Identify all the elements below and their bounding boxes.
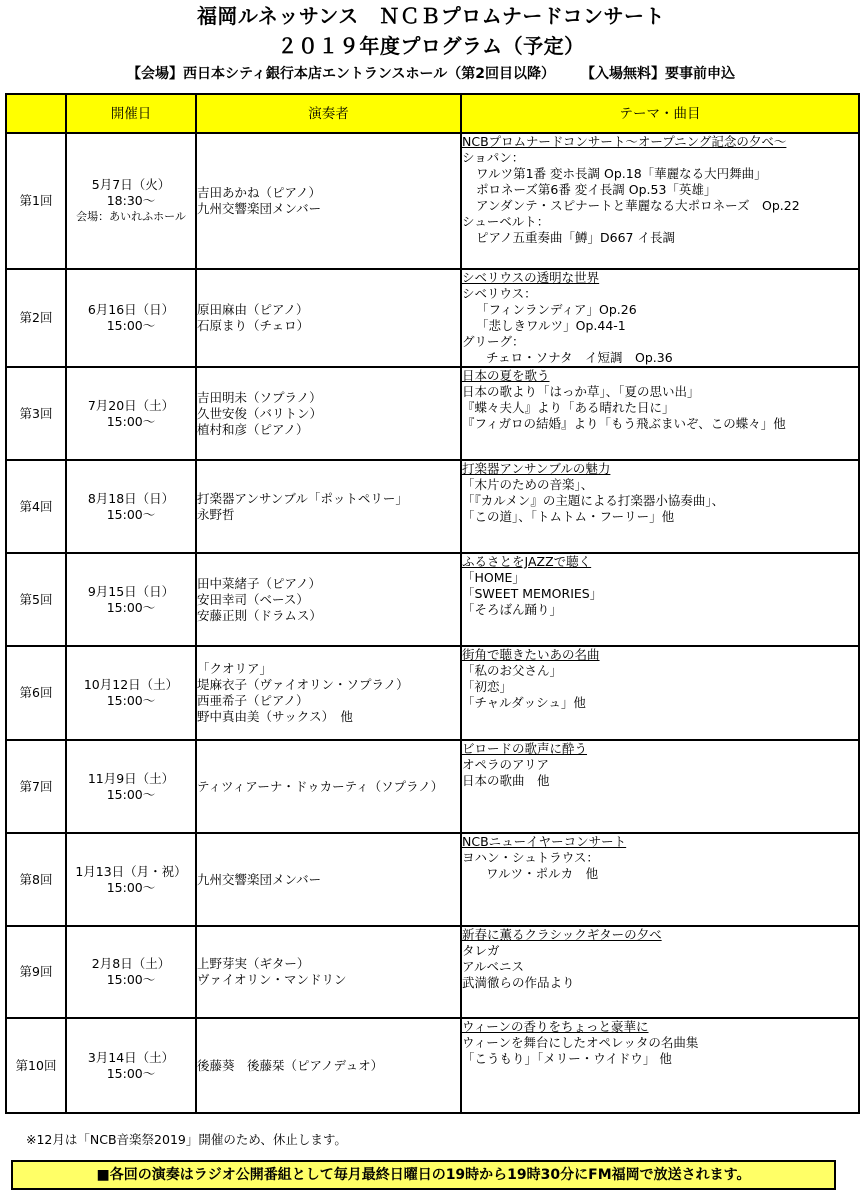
date-line: 11月9日（土） [87, 770, 175, 786]
theme-title: 打楽器アンサンブルの魅力 [462, 461, 611, 476]
program-line: 「フィンランディア」Op.26 [476, 302, 637, 317]
theme-title: NCBニューイヤーコンサート [462, 834, 627, 849]
performers [196, 1018, 461, 1113]
performers [196, 460, 461, 553]
program-line: 日本の歌曲 他 [462, 773, 550, 788]
date-line: 18:30～ [106, 193, 156, 208]
performer-line: 堤麻衣子（ヴァイオリン・ソプラノ） [197, 677, 409, 692]
date-line: 9月15日（日） [87, 583, 175, 599]
performer-line: 「クオリア」 [197, 661, 273, 676]
program-line: アンダンテ・スピナートと華麗なる大ポロネーズ Op.22 [476, 198, 800, 213]
theme-title: 日本の夏を歌う [462, 368, 550, 383]
performers [196, 367, 461, 460]
date-line: 15:00～ [106, 786, 156, 802]
program-line: 「悲しきワルツ」Op.44-1 [476, 318, 626, 333]
performer-line: 九州交響楽団メンバー [197, 871, 322, 887]
performer-line: 植村和彦（ピアノ） [197, 421, 309, 437]
program-line: シューベルト： [462, 214, 550, 229]
concert-number: 第9回 [6, 926, 66, 1018]
program-line: 「そろばん踊り」 [462, 602, 563, 617]
performer-line: 九州交響楽団メンバー [197, 201, 322, 216]
performer-line: 吉田明未（ソプラノ） [197, 389, 322, 405]
program-line: 「こうもり」「メリー・ウイドウ」 他 [462, 1051, 672, 1066]
date-line: 8月18日（日） [87, 490, 175, 506]
venue-label: 【会場】西日本シティ銀行本店エントランスホール（第2回目以降） [127, 66, 555, 82]
concert-date [66, 926, 196, 1018]
theme-program [461, 926, 859, 1018]
concert-number: 第6回 [6, 646, 66, 740]
performer-line: ティツィアーナ・ドゥカーティ（ソプラノ） [197, 778, 444, 794]
table-row [6, 926, 859, 1018]
table-row [6, 833, 859, 926]
date-line: 7月20日（土） [87, 397, 175, 413]
concert-number: 第10回 [6, 1018, 66, 1113]
program-line: ワルツ・ポルカ 他 [486, 866, 599, 881]
concert-date [66, 133, 196, 269]
performer-line: 久世安俊（バリトン） [197, 405, 323, 421]
date-line: 15:00～ [106, 599, 156, 615]
program-line: 『蝶々夫人』より「ある晴れた日に」 [462, 400, 675, 415]
performer-line: 原田麻由（ピアノ） [197, 302, 309, 317]
program-line: シベリウス： [462, 286, 537, 301]
concert-date [66, 646, 196, 740]
table-row [6, 367, 859, 460]
date-line: 15:00～ [106, 879, 156, 895]
concert-number: 第5回 [6, 553, 66, 646]
theme-program [461, 1018, 859, 1113]
program-line: チェロ・ソナタ イ短調 Op.36 [486, 350, 673, 365]
program-line: 「『カルメン』の主題による打楽器小協奏曲」、 [462, 493, 725, 508]
date-line: 2月8日（土） [91, 956, 171, 971]
concert-date [66, 740, 196, 833]
performer-line: ヴァイオリン・マンドリン [197, 972, 347, 987]
date-line: 10月12日（土） [83, 677, 179, 692]
page-subtitle: ２０１９年度プログラム（予定） [277, 34, 585, 58]
program-line: 日本の歌より「はっか草」、「夏の思い出」 [462, 384, 700, 399]
program-line: タレガ [462, 943, 500, 958]
theme-title: ふるさとをJAZZで聴く [462, 554, 592, 569]
program-line: 「私のお父さん」 [462, 663, 563, 678]
table-header-row [6, 94, 859, 133]
theme-program [461, 269, 859, 367]
theme-title: NCBプロムナードコンサート～オープニング記念の夕べ～ [462, 134, 787, 149]
table-row [6, 553, 859, 646]
broadcast-notice: ■各回の演奏はラジオ公開番組として毎月最終日曜日の19時から19時30分にFM福岡で放送されます。 [11, 1160, 836, 1190]
concert-number: 第7回 [6, 740, 66, 833]
program-line: ピアノ五重奏曲「鱒」D667 イ長調 [476, 230, 675, 245]
date-venue-note: 会場：あいれふホール [76, 210, 186, 223]
theme-program [461, 133, 859, 269]
program-line: 「チャルダッシュ」他 [462, 695, 586, 710]
concert-number: 第3回 [6, 367, 66, 460]
program-line: 武満徹らの作品より [462, 975, 575, 990]
date-line: 5月7日（火） [91, 177, 171, 192]
header-cell-performers: 演奏者 [196, 94, 461, 133]
performers [196, 553, 461, 646]
performers [196, 646, 461, 740]
concert-date [66, 833, 196, 926]
concert-date [66, 269, 196, 367]
program-line: アルベニス [462, 959, 525, 974]
theme-program [461, 460, 859, 553]
header-cell-date: 開催日 [66, 94, 196, 133]
theme-program [461, 740, 859, 833]
program-line: 「木片のための音楽」、 [462, 477, 594, 492]
table-row [6, 133, 859, 269]
concert-number: 第4回 [6, 460, 66, 553]
performers [196, 926, 461, 1018]
table-row [6, 1018, 859, 1113]
table-row [6, 646, 859, 740]
venue-info [0, 64, 862, 84]
concert-date [66, 1018, 196, 1113]
date-line: 15:00～ [106, 318, 156, 333]
performers [196, 740, 461, 833]
performer-line: 安田幸司（ベース） [197, 591, 309, 607]
performers [196, 269, 461, 367]
page-title: 福岡ルネッサンス ＮＣＢプロムナードコンサート [196, 4, 666, 28]
program-line: ポロネーズ第6番 変イ長調 Op.53「英雄」 [476, 182, 717, 197]
theme-title: ビロードの歌声に酔う [462, 741, 588, 756]
performers [196, 833, 461, 926]
program-line: オペラのアリア [462, 757, 550, 772]
theme-program [461, 553, 859, 646]
concert-date [66, 553, 196, 646]
theme-title: シベリウスの透明な世界 [462, 270, 600, 285]
performer-line: 吉田あかね（ピアノ） [197, 185, 322, 200]
footnote: ※12月は「NCB音楽祭2019」開催のため、休止します。 [26, 1132, 347, 1147]
theme-title: 新春に薫るクラシックギターの夕べ [462, 927, 662, 942]
date-line: 3月14日（土） [87, 1049, 175, 1065]
program-table [5, 93, 860, 1114]
table-row [6, 740, 859, 833]
date-line: 15:00～ [106, 506, 156, 522]
program-line: ウィーンを舞台にしたオペレッタの名曲集 [462, 1035, 699, 1050]
theme-title: 街角で聴きたいあの名曲 [462, 647, 600, 662]
theme-program [461, 646, 859, 740]
date-line: 1月13日（月・祝） [75, 863, 187, 879]
program-line: グリーグ： [462, 334, 525, 349]
concert-date [66, 367, 196, 460]
performer-line: 西亜希子（ピアノ） [197, 693, 309, 708]
program-line: ショパン： [462, 150, 525, 165]
performer-line: 後藤葵 後藤栞（ピアノデュオ） [197, 1057, 384, 1073]
date-line: 6月16日（日） [87, 302, 175, 317]
program-line: 「HOME」 [462, 570, 525, 585]
performer-line: 石原まり（チェロ） [197, 318, 310, 333]
performer-line: 田中菜緒子（ピアノ） [197, 575, 322, 591]
performer-line: 上野芽実（ギター） [197, 956, 310, 971]
program-line: 「SWEET MEMORIES」 [462, 586, 603, 601]
concert-number: 第1回 [6, 133, 66, 269]
table-row [6, 269, 859, 367]
program-line: ヨハン・シュトラウス： [462, 850, 599, 865]
admission-label: 【入場無料】要事前申込 [580, 66, 735, 82]
theme-program [461, 833, 859, 926]
performers [196, 133, 461, 269]
program-line: ワルツ第1番 変ホ長調 Op.18「華麗なる大円舞曲」 [476, 166, 767, 181]
concert-number: 第8回 [6, 833, 66, 926]
program-line: 『フィガロの結婚』より「もう飛ぶまいぞ、この蝶々」他 [462, 416, 786, 431]
performer-line: 野中真由美（サックス） 他 [197, 709, 353, 724]
performer-line: 安藤正則（ドラムス） [197, 607, 322, 623]
theme-program [461, 367, 859, 460]
theme-title: ウィーンの香りをちょっと豪華に [462, 1019, 649, 1034]
date-line: 15:00～ [106, 693, 156, 708]
program-line: 「初恋」 [462, 679, 513, 694]
performer-line: 打楽器アンサンブル「ポットペリー」 [197, 490, 408, 506]
performer-line: 永野哲 [197, 506, 235, 522]
table-row [6, 460, 859, 553]
header-cell-number [6, 94, 66, 133]
date-line: 15:00～ [106, 1065, 156, 1081]
concert-date [66, 460, 196, 553]
header-cell-theme: テーマ・曲目 [461, 94, 859, 133]
program-line: 「この道」、「トムトム・フーリー」他 [462, 509, 675, 524]
date-line: 15:00～ [106, 413, 156, 429]
concert-number: 第2回 [6, 269, 66, 367]
date-line: 15:00～ [106, 972, 156, 987]
